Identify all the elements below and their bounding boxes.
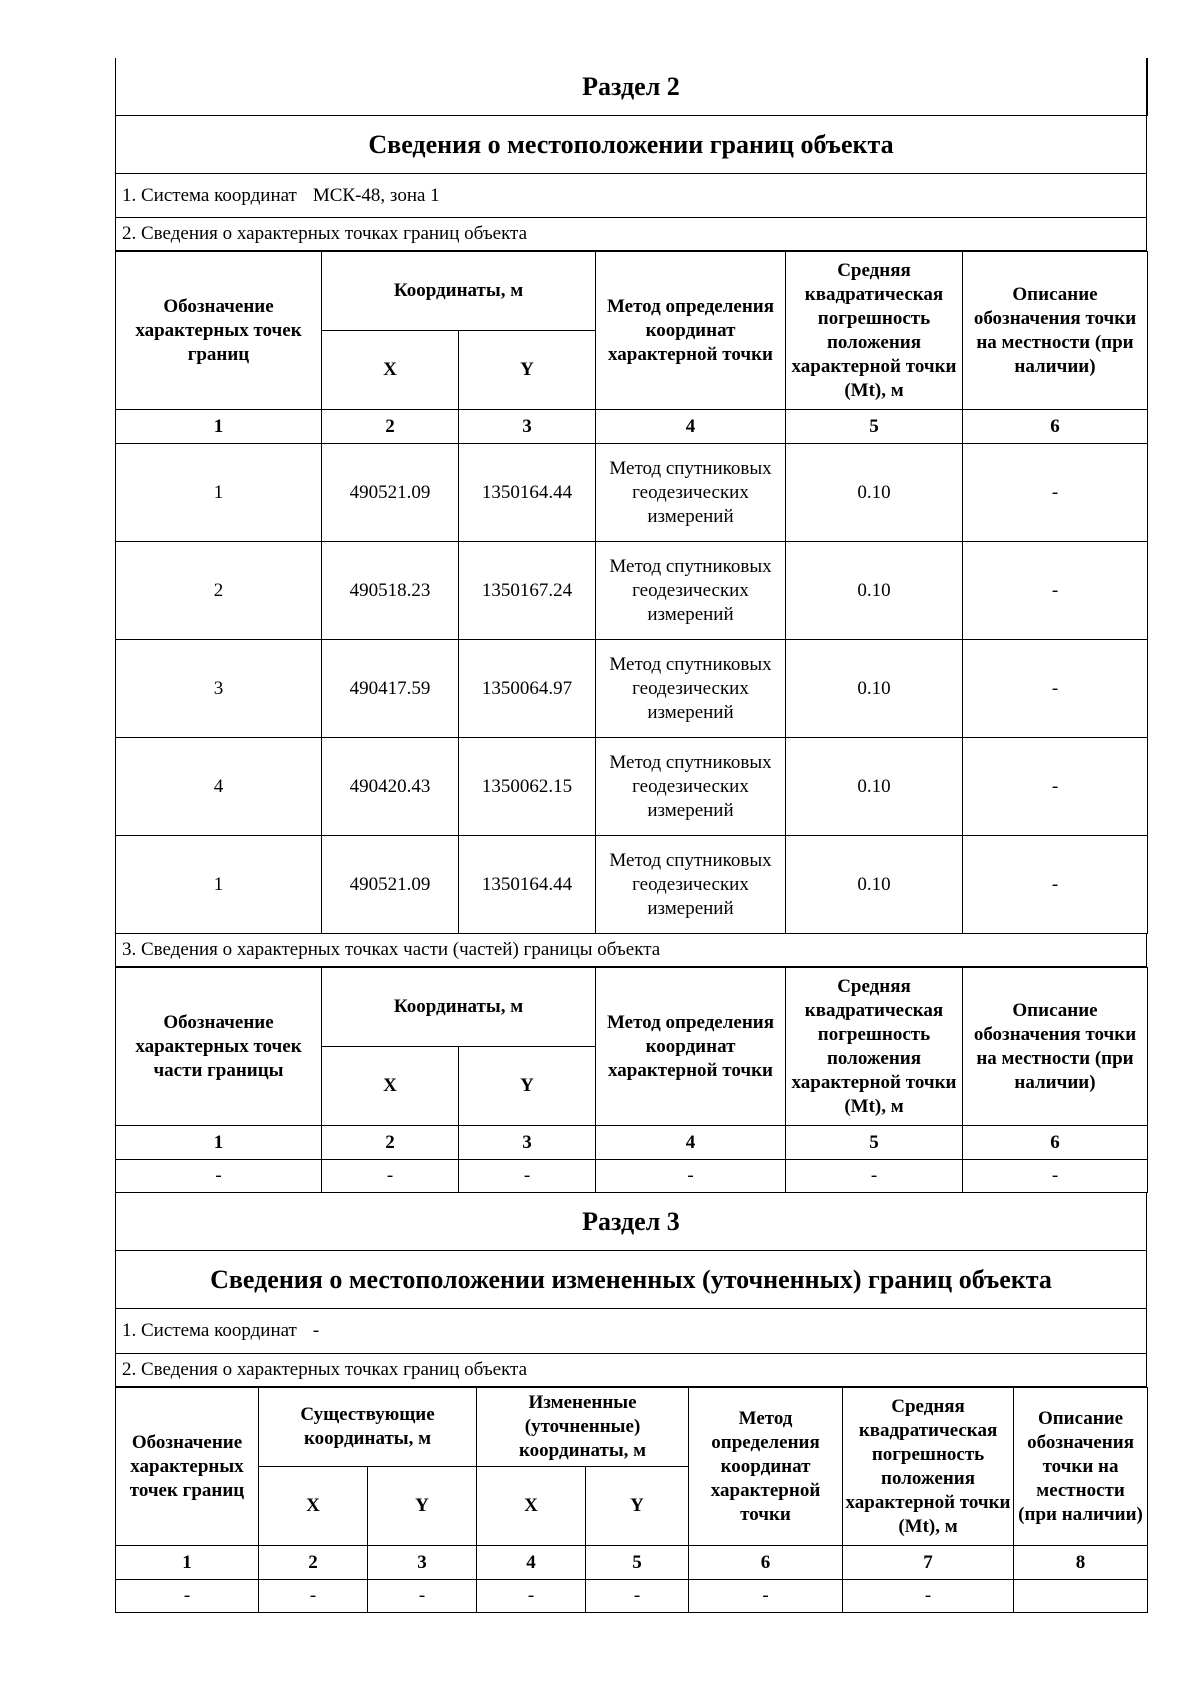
cell-point: 1 <box>116 444 322 542</box>
coord-system-label: 1. Система координат <box>122 184 297 206</box>
cell: - <box>116 1580 259 1613</box>
header-method: Метод определения координат характерной точки <box>689 1388 843 1546</box>
section3-coord-system <box>115 1309 1147 1354</box>
table-row <box>116 738 1148 836</box>
header-coords: Координаты, м <box>322 252 596 331</box>
col-number: 5 <box>786 1126 963 1160</box>
cell-y: 1350064.97 <box>459 640 596 738</box>
col-number: 2 <box>322 410 459 444</box>
header-error: Средняя квадратическая погрешность положения характерной точки (Mt), м <box>786 968 963 1126</box>
column-numbers-row <box>116 410 1148 444</box>
cell-description: - <box>963 444 1148 542</box>
col-number: 1 <box>116 1126 322 1160</box>
col-number: 6 <box>689 1546 843 1580</box>
header-y-existing: Y <box>368 1467 477 1546</box>
col-number: 2 <box>322 1126 459 1160</box>
col-number: 4 <box>477 1546 586 1580</box>
header-x-existing: X <box>259 1467 368 1546</box>
changed-points-table <box>115 1387 1148 1613</box>
table-row <box>116 1580 1148 1613</box>
col-number: 3 <box>459 410 596 444</box>
col-number: 7 <box>843 1546 1014 1580</box>
document-page <box>115 58 1147 1613</box>
col-number: 1 <box>116 1546 259 1580</box>
cell-error: 0.10 <box>786 836 963 934</box>
cell-x: 490521.09 <box>322 444 459 542</box>
section3-title: Раздел 3 <box>115 1193 1147 1251</box>
section2-points-label: 2. Сведения о характерных точках границ объекта <box>115 218 1147 251</box>
cell-point: 4 <box>116 738 322 836</box>
header-coords: Координаты, м <box>322 968 596 1047</box>
parts-table <box>115 967 1148 1193</box>
cell-point: 3 <box>116 640 322 738</box>
cell: - <box>963 1160 1148 1193</box>
cell-point: 1 <box>116 836 322 934</box>
header-y: Y <box>459 1047 596 1126</box>
coord-system-label: 1. Система координат <box>122 1320 297 1341</box>
section2-subtitle: Сведения о местоположении границ объекта <box>115 116 1147 174</box>
cell: - <box>596 1160 786 1193</box>
table-row <box>116 640 1148 738</box>
cell-method: Метод спутниковых геодезических измерений <box>596 542 786 640</box>
header-x: X <box>322 331 459 410</box>
cell-y: 1350164.44 <box>459 836 596 934</box>
column-numbers-row <box>116 1546 1148 1580</box>
col-number: 8 <box>1014 1546 1148 1580</box>
cell: - <box>786 1160 963 1193</box>
cell: - <box>259 1580 368 1613</box>
cell-method: Метод спутниковых геодезических измерений <box>596 738 786 836</box>
col-number: 4 <box>596 1126 786 1160</box>
frame-right-edge <box>1147 58 1148 116</box>
coord-system-value: - <box>312 1320 320 1341</box>
cell-y: 1350062.15 <box>459 738 596 836</box>
cell-method: Метод спутниковых геодезических измерений <box>596 444 786 542</box>
col-number: 3 <box>459 1126 596 1160</box>
cell: - <box>843 1580 1014 1613</box>
cell-description: - <box>963 640 1148 738</box>
header-error: Средняя квадратическая погрешность положения характерной точки (Mt), м <box>843 1388 1014 1546</box>
header-changed-coords: Измененные (уточненные) координаты, м <box>477 1388 689 1467</box>
header-designation: Обозначение характерных точек границ <box>116 252 322 410</box>
cell-x: 490521.09 <box>322 836 459 934</box>
cell-error: 0.10 <box>786 444 963 542</box>
col-number: 2 <box>259 1546 368 1580</box>
col-number: 5 <box>786 410 963 444</box>
header-existing-coords: Существующие координаты, м <box>259 1388 477 1467</box>
cell-x: 490420.43 <box>322 738 459 836</box>
header-description: Описание обозначения точки на местности (при наличии) <box>1014 1388 1148 1546</box>
cell-description: - <box>963 542 1148 640</box>
header-y: Y <box>459 331 596 410</box>
cell-point: 2 <box>116 542 322 640</box>
cell-error: 0.10 <box>786 640 963 738</box>
col-number: 5 <box>586 1546 689 1580</box>
cell: - <box>477 1580 586 1613</box>
cell-x: 490417.59 <box>322 640 459 738</box>
col-number: 6 <box>963 410 1148 444</box>
cell-description: - <box>963 836 1148 934</box>
table-row <box>116 836 1148 934</box>
cell-error: 0.10 <box>786 542 963 640</box>
header-y-changed: Y <box>586 1467 689 1546</box>
table-row <box>116 1160 1148 1193</box>
header-description: Описание обозначения точки на местности (при наличии) <box>963 968 1148 1126</box>
col-number: 4 <box>596 410 786 444</box>
header-method: Метод определения координат характерной точки <box>596 252 786 410</box>
header-designation: Обозначение характерных точек границ <box>116 1388 259 1546</box>
cell-y: 1350167.24 <box>459 542 596 640</box>
cell: - <box>322 1160 459 1193</box>
col-number: 3 <box>368 1546 477 1580</box>
cell <box>1014 1580 1148 1613</box>
cell-method: Метод спутниковых геодезических измерений <box>596 640 786 738</box>
coord-system-value: МСК-48, зона 1 <box>312 184 440 206</box>
cell: - <box>459 1160 596 1193</box>
cell: - <box>689 1580 843 1613</box>
col-number: 1 <box>116 410 322 444</box>
cell-x: 490518.23 <box>322 542 459 640</box>
table-row <box>116 542 1148 640</box>
points-table <box>115 251 1148 934</box>
cell: - <box>116 1160 322 1193</box>
header-x: X <box>322 1047 459 1126</box>
cell-description: - <box>963 738 1148 836</box>
header-method: Метод определения координат характерной точки <box>596 968 786 1126</box>
col-number: 6 <box>963 1126 1148 1160</box>
header-x-changed: X <box>477 1467 586 1546</box>
column-numbers-row <box>116 1126 1148 1160</box>
section2-title: Раздел 2 <box>115 58 1147 116</box>
cell-method: Метод спутниковых геодезических измерений <box>596 836 786 934</box>
header-description: Описание обозначения точки на местности (при наличии) <box>963 252 1148 410</box>
section2-coord-system <box>115 174 1147 218</box>
table-row <box>116 444 1148 542</box>
cell: - <box>586 1580 689 1613</box>
header-error: Средняя квадратическая погрешность положения характерной точки (Mt), м <box>786 252 963 410</box>
cell-y: 1350164.44 <box>459 444 596 542</box>
cell-error: 0.10 <box>786 738 963 836</box>
section3-subtitle: Сведения о местоположении измененных (уточненных) границ объекта <box>115 1251 1147 1309</box>
cell: - <box>368 1580 477 1613</box>
section2-parts-label: 3. Сведения о характерных точках части (частей) границы объекта <box>115 934 1147 967</box>
section3-points-label: 2. Сведения о характерных точках границ объекта <box>115 1354 1147 1387</box>
header-designation: Обозначение характерных точек части границы <box>116 968 322 1126</box>
